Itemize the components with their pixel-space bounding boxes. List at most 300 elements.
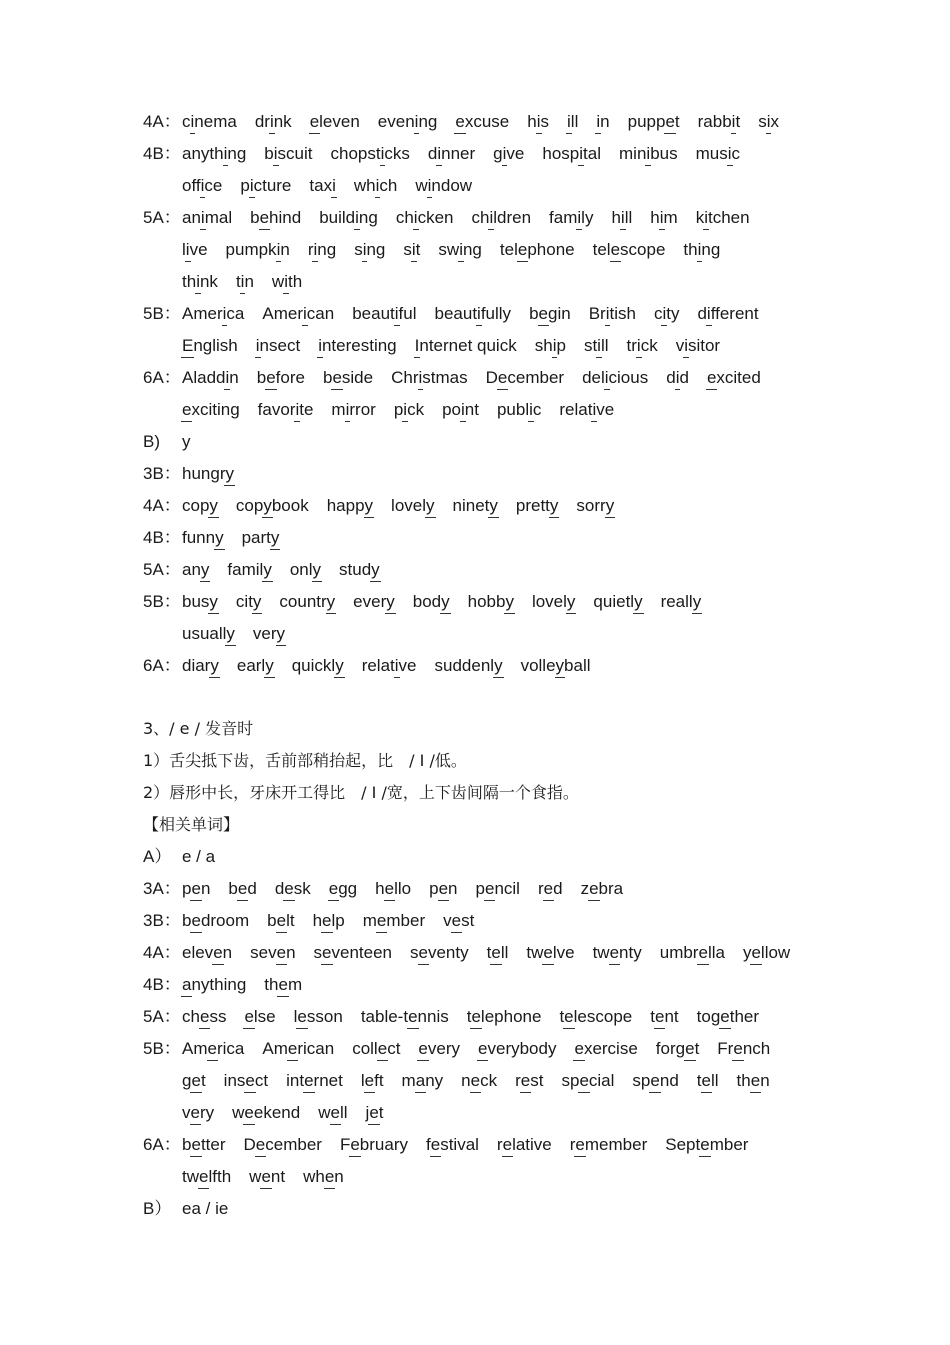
word-line bbox=[143, 1004, 823, 1036]
underlined-letter: y bbox=[226, 624, 235, 643]
word-line bbox=[143, 908, 823, 940]
underlined-letter: i bbox=[620, 208, 625, 227]
vocab-word: think bbox=[182, 272, 218, 291]
grade-label: 5B： bbox=[143, 304, 181, 323]
vocab-word: relative bbox=[361, 656, 417, 675]
vocab-word: America bbox=[182, 1039, 245, 1058]
vocab-word: hobby bbox=[467, 592, 514, 611]
vocab-word: Christmas bbox=[391, 368, 468, 387]
vocab-word: seventeen bbox=[313, 943, 392, 962]
vocab-word: suddenly bbox=[434, 656, 503, 675]
vocab-word: spend bbox=[632, 1071, 679, 1090]
vocab-word: drink bbox=[254, 112, 292, 131]
word-line bbox=[143, 205, 823, 237]
vocab-word: funny bbox=[182, 528, 224, 547]
word-line bbox=[143, 876, 823, 908]
vocab-word: minibus bbox=[619, 144, 678, 163]
document-body bbox=[143, 109, 823, 1228]
vocab-word: February bbox=[339, 1135, 408, 1154]
vocab-word: swing bbox=[438, 240, 482, 259]
vocab-word: beautifully bbox=[434, 304, 512, 323]
underlined-letter: e bbox=[213, 943, 223, 962]
vocab-word: y bbox=[182, 432, 191, 451]
vocab-word: September bbox=[665, 1135, 749, 1154]
vocab-word: eleven bbox=[309, 112, 360, 131]
underlined-letter: e bbox=[650, 1071, 660, 1090]
vocab-word: December bbox=[485, 368, 565, 387]
word-line bbox=[143, 653, 823, 685]
underlined-letter: I bbox=[414, 336, 420, 355]
vocab-word: them bbox=[264, 975, 303, 994]
vocab-word: egg bbox=[328, 879, 358, 898]
underlined-letter: y bbox=[386, 592, 395, 611]
vocab-word: left bbox=[360, 1071, 384, 1090]
vocab-word: festival bbox=[425, 1135, 479, 1154]
vocab-word: copybook bbox=[235, 496, 309, 515]
grade-label: 6A： bbox=[143, 1135, 181, 1154]
underlined-letter: i bbox=[529, 400, 533, 419]
underlined-letter: i bbox=[605, 304, 610, 323]
vocab-word: excuse bbox=[455, 112, 510, 131]
vocab-word: chess bbox=[182, 1007, 227, 1026]
underlined-letter: e bbox=[350, 1135, 360, 1154]
vocab-word: chicken bbox=[395, 208, 454, 227]
vocab-word: rest bbox=[515, 1071, 544, 1090]
vocab-word: behind bbox=[250, 208, 302, 227]
underlined-letter: i bbox=[727, 144, 732, 163]
vocab-word: exercise bbox=[574, 1039, 638, 1058]
underlined-letter: e bbox=[706, 368, 717, 387]
underlined-letter: i bbox=[704, 208, 708, 227]
vocab-word: sit bbox=[403, 240, 421, 259]
underlined-letter: i bbox=[577, 208, 582, 227]
vocab-word: telephone bbox=[499, 240, 575, 259]
underlined-letter: e bbox=[564, 1007, 574, 1026]
underlined-letter: i bbox=[414, 112, 419, 131]
vocab-word: family bbox=[227, 560, 272, 579]
underlined-letter: y bbox=[215, 528, 224, 547]
vocab-word: study bbox=[339, 560, 380, 579]
vocab-word: red bbox=[537, 879, 563, 898]
vocab-word: quickly bbox=[291, 656, 344, 675]
vocab-word: internet bbox=[286, 1071, 343, 1090]
word-line bbox=[143, 972, 823, 1004]
vocab-word: diary bbox=[182, 656, 219, 675]
vocab-word: zebra bbox=[580, 879, 624, 898]
vocab-word: telescope bbox=[592, 240, 666, 259]
underlined-letter: e bbox=[261, 1167, 271, 1186]
underlined-letter: i bbox=[394, 656, 399, 675]
underlined-letter: i bbox=[380, 144, 385, 163]
vocab-word: seventy bbox=[410, 943, 469, 962]
underlined-letter: e bbox=[418, 943, 428, 962]
underlined-letter: e bbox=[284, 879, 294, 898]
underlined-letter: e bbox=[430, 1135, 441, 1154]
vocab-word: British bbox=[588, 304, 636, 323]
underlined-letter: y bbox=[263, 496, 272, 515]
word-line bbox=[143, 1068, 823, 1100]
underlined-letter: i bbox=[731, 112, 736, 131]
vocab-word: pencil bbox=[475, 879, 520, 898]
vocab-word: pen bbox=[182, 879, 211, 898]
underlined-letter: i bbox=[437, 144, 442, 163]
vocab-word: city bbox=[653, 304, 680, 323]
vocab-word: bedroom bbox=[182, 911, 250, 930]
underlined-letter: e bbox=[266, 368, 276, 387]
vocab-word: really bbox=[660, 592, 702, 611]
vocab-word: twelfth bbox=[182, 1167, 232, 1186]
vocab-word: French bbox=[717, 1039, 771, 1058]
underlined-letter: e bbox=[733, 1039, 743, 1058]
vocab-word: usually bbox=[182, 624, 235, 643]
underlined-letter: i bbox=[190, 112, 195, 131]
underlined-letter: e bbox=[384, 879, 395, 898]
underlined-letter: e bbox=[330, 1103, 340, 1122]
vocab-word: tent bbox=[650, 1007, 679, 1026]
vocab-word: only bbox=[289, 560, 322, 579]
underlined-letter: e bbox=[191, 911, 201, 930]
vocab-word: twelve bbox=[526, 943, 575, 962]
underlined-letter: e bbox=[297, 1007, 307, 1026]
vocab-word: when bbox=[303, 1167, 344, 1186]
vocab-word: desk bbox=[274, 879, 311, 898]
underlined-letter: e bbox=[543, 943, 553, 962]
vocab-word: family bbox=[549, 208, 594, 227]
underlined-letter: e bbox=[720, 1007, 730, 1026]
vocab-word: in bbox=[596, 112, 610, 131]
word-line bbox=[143, 589, 823, 621]
underlined-letter: i bbox=[477, 304, 481, 323]
word-line bbox=[143, 1164, 823, 1196]
underlined-letter: y bbox=[225, 464, 234, 483]
underlined-letter: e bbox=[245, 1071, 255, 1090]
word-line bbox=[143, 429, 823, 461]
underlined-letter: y bbox=[489, 496, 498, 515]
vocab-word: busy bbox=[182, 592, 218, 611]
vocab-word: did bbox=[666, 368, 689, 387]
vocab-word: sing bbox=[354, 240, 386, 259]
underlined-letter: y bbox=[566, 592, 576, 611]
word-line bbox=[143, 1036, 823, 1068]
word-line bbox=[143, 1196, 823, 1228]
vocab-word: vest bbox=[443, 911, 475, 930]
word-line bbox=[143, 333, 823, 365]
grade-label: 5B： bbox=[143, 592, 181, 611]
word-line bbox=[143, 365, 823, 397]
underlined-letter: e bbox=[199, 1007, 210, 1026]
underlined-letter: e bbox=[190, 1103, 200, 1122]
underlined-letter: e bbox=[309, 112, 320, 131]
vocab-word: public bbox=[496, 400, 542, 419]
vocab-word: help bbox=[312, 911, 345, 930]
grade-label: 5B： bbox=[143, 1039, 181, 1058]
vocab-word: English bbox=[182, 336, 238, 355]
underlined-letter: e bbox=[491, 943, 501, 962]
underlined-letter: y bbox=[426, 496, 435, 515]
grade-label: 4A： bbox=[143, 943, 181, 962]
underlined-letter: i bbox=[355, 208, 359, 227]
underlined-letter: i bbox=[552, 336, 557, 355]
vocab-word: eleven bbox=[182, 943, 233, 962]
underlined-letter: i bbox=[684, 336, 688, 355]
underlined-letter: E bbox=[182, 336, 194, 355]
word-line bbox=[143, 1100, 823, 1132]
vocab-word: mirror bbox=[331, 400, 376, 419]
underlined-letter: i bbox=[394, 304, 399, 323]
vocab-word: dinner bbox=[427, 144, 476, 163]
vocab-word: exciting bbox=[182, 400, 240, 419]
vocab-word: relative bbox=[496, 1135, 552, 1154]
underlined-letter: e bbox=[478, 1039, 488, 1058]
underlined-letter: e bbox=[364, 1071, 375, 1090]
underlined-letter: y bbox=[605, 496, 615, 515]
vocab-word: cinema bbox=[182, 112, 237, 131]
vocab-word: America bbox=[182, 304, 245, 323]
underlined-letter: e bbox=[278, 975, 288, 994]
vocab-word: still bbox=[583, 336, 609, 355]
underlined-letter: i bbox=[697, 240, 702, 259]
word-line bbox=[143, 397, 823, 429]
vocab-word: any bbox=[182, 560, 210, 579]
vocab-word: trick bbox=[626, 336, 658, 355]
underlined-letter: e bbox=[575, 1135, 585, 1154]
grade-label: 6A： bbox=[143, 368, 181, 387]
underlined-letter: e bbox=[276, 911, 287, 930]
underlined-letter: i bbox=[255, 336, 260, 355]
paragraph-text: 3、/ e / 发音时 bbox=[143, 719, 254, 738]
vocab-word: ill bbox=[567, 112, 579, 131]
underlined-letter: i bbox=[461, 400, 465, 419]
underlined-letter: i bbox=[502, 144, 507, 163]
vocab-word: everybody bbox=[478, 1039, 557, 1058]
vocab-word: taxi bbox=[309, 176, 336, 195]
underlined-letter: e bbox=[377, 1039, 388, 1058]
underlined-letter: y bbox=[312, 560, 322, 579]
word-line bbox=[143, 525, 823, 557]
vocab-word: favorite bbox=[257, 400, 314, 419]
underlined-letter: i bbox=[295, 400, 300, 419]
grade-label: 4A： bbox=[143, 112, 181, 131]
underlined-letter: e bbox=[332, 368, 342, 387]
underlined-letter: i bbox=[411, 240, 416, 259]
underlined-letter: i bbox=[225, 368, 230, 387]
vocab-word: visitor bbox=[675, 336, 721, 355]
vocab-word: quietly bbox=[593, 592, 643, 611]
vocab-word: table-tennis bbox=[360, 1007, 449, 1026]
underlined-letter: e bbox=[579, 1071, 589, 1090]
underlined-letter: i bbox=[706, 304, 711, 323]
grade-label: 3B： bbox=[143, 464, 181, 483]
vocab-word: point bbox=[442, 400, 479, 419]
underlined-letter: e bbox=[324, 1167, 335, 1186]
vocab-word: office bbox=[182, 176, 223, 195]
text-line bbox=[143, 812, 823, 844]
underlined-letter: i bbox=[240, 272, 245, 291]
underlined-letter: i bbox=[200, 176, 205, 195]
underlined-letter: i bbox=[766, 112, 771, 131]
text-line bbox=[143, 748, 823, 780]
text-line bbox=[143, 780, 823, 812]
underlined-letter: e bbox=[484, 879, 495, 898]
grade-label: B） bbox=[143, 1199, 172, 1218]
underlined-letter: i bbox=[303, 304, 307, 323]
vocab-word: biscuit bbox=[264, 144, 313, 163]
underlined-letter: i bbox=[362, 240, 367, 259]
underlined-letter: e bbox=[237, 879, 248, 898]
vocab-word: American bbox=[262, 1039, 335, 1058]
underlined-letter: e bbox=[322, 911, 332, 930]
word-line bbox=[143, 301, 823, 333]
vocab-word: American bbox=[262, 304, 335, 323]
underlined-letter: e bbox=[304, 1071, 314, 1090]
underlined-letter: e bbox=[750, 1071, 761, 1090]
vocab-word: member bbox=[362, 911, 426, 930]
blank-line bbox=[143, 685, 823, 716]
underlined-letter: y bbox=[200, 560, 210, 579]
vocab-word: tin bbox=[235, 272, 254, 291]
underlined-letter: e bbox=[520, 1071, 531, 1090]
underlined-letter: i bbox=[659, 208, 664, 227]
vocab-word: country bbox=[279, 592, 336, 611]
word-line bbox=[143, 493, 823, 525]
underlined-letter: e bbox=[255, 1135, 266, 1154]
vocab-word: his bbox=[527, 112, 550, 131]
vocab-word: then bbox=[736, 1071, 770, 1090]
vocab-word: rabbit bbox=[697, 112, 741, 131]
underlined-letter: e bbox=[408, 1007, 418, 1026]
underlined-letter: y bbox=[209, 592, 218, 611]
vocab-word: which bbox=[353, 176, 398, 195]
underlined-letter: e bbox=[471, 1007, 481, 1026]
underlined-letter: y bbox=[210, 656, 219, 675]
word-line bbox=[143, 237, 823, 269]
vocab-word: hill bbox=[611, 208, 633, 227]
vocab-word: live bbox=[182, 240, 208, 259]
word-line bbox=[143, 844, 823, 876]
vocab-word: went bbox=[249, 1167, 286, 1186]
word-line bbox=[143, 621, 823, 653]
vocab-word: happy bbox=[326, 496, 374, 515]
underlined-letter: i bbox=[604, 368, 609, 387]
vocab-word: picture bbox=[240, 176, 292, 195]
vocab-word: telescope bbox=[559, 1007, 633, 1026]
vocab-word: different bbox=[697, 304, 759, 323]
underlined-letter: e bbox=[700, 1135, 710, 1154]
grade-label: A） bbox=[143, 847, 172, 866]
underlined-letter: i bbox=[567, 112, 571, 131]
underlined-letter: y bbox=[276, 624, 286, 643]
underlined-letter: i bbox=[536, 112, 541, 131]
underlined-letter: y bbox=[270, 528, 280, 547]
vocab-word: hospital bbox=[542, 144, 602, 163]
vocab-word: Internet quick bbox=[414, 336, 517, 355]
underlined-letter: i bbox=[196, 272, 200, 291]
vocab-word: twenty bbox=[592, 943, 642, 962]
vocab-word: animal bbox=[182, 208, 233, 227]
underlined-letter: e bbox=[543, 879, 554, 898]
underlined-letter: y bbox=[265, 656, 274, 675]
underlined-letter: i bbox=[427, 176, 432, 195]
vocab-word: party bbox=[241, 528, 280, 547]
grade-label: 5A： bbox=[143, 208, 181, 227]
vocab-word: yellow bbox=[742, 943, 791, 962]
vocab-word: chopsticks bbox=[330, 144, 410, 163]
word-line bbox=[143, 940, 823, 972]
underlined-letter: i bbox=[579, 144, 584, 163]
underlined-letter: i bbox=[375, 176, 380, 195]
underlined-letter: e bbox=[376, 911, 387, 930]
grade-label: 4B： bbox=[143, 975, 181, 994]
vocab-word: before bbox=[256, 368, 305, 387]
underlined-letter: i bbox=[223, 144, 228, 163]
underlined-letter: i bbox=[185, 240, 190, 259]
underlined-letter: e bbox=[328, 879, 339, 898]
underlined-letter: y bbox=[494, 656, 503, 675]
vocab-word: together bbox=[696, 1007, 760, 1026]
grade-label: 3A： bbox=[143, 879, 181, 898]
vocab-word: remember bbox=[569, 1135, 648, 1154]
underlined-letter: i bbox=[249, 176, 254, 195]
vocab-word: get bbox=[182, 1071, 206, 1090]
underlined-letter: e bbox=[538, 304, 548, 323]
vocab-word: special bbox=[561, 1071, 615, 1090]
underlined-letter: e bbox=[654, 1007, 665, 1026]
grade-label: 4A： bbox=[143, 496, 181, 515]
underlined-letter: i bbox=[596, 112, 601, 131]
vocab-word: bed bbox=[228, 879, 257, 898]
vocab-word: every bbox=[353, 592, 395, 611]
vocab-word: every bbox=[418, 1039, 461, 1058]
paragraph-text: 1）舌尖抵下齿，舌前部稍抬起，比 / I /低。 bbox=[143, 751, 467, 770]
underlined-letter: e bbox=[182, 400, 192, 419]
underlined-letter: i bbox=[284, 272, 288, 291]
underlined-letter: i bbox=[636, 336, 641, 355]
underlined-letter: a bbox=[415, 1071, 426, 1090]
underlined-letter: i bbox=[413, 208, 418, 227]
underlined-letter: y bbox=[505, 592, 514, 611]
underlined-letter: i bbox=[489, 208, 494, 227]
vocab-word: seven bbox=[250, 943, 296, 962]
vocab-word: window bbox=[415, 176, 473, 195]
underlined-letter: i bbox=[662, 304, 667, 323]
vocab-word: beside bbox=[322, 368, 374, 387]
vocab-word: forget bbox=[655, 1039, 700, 1058]
underlined-letter: e bbox=[418, 1039, 428, 1058]
underlined-letter: i bbox=[273, 144, 278, 163]
underlined-letter: i bbox=[592, 400, 597, 419]
underlined-letter: e bbox=[199, 1167, 209, 1186]
underlined-letter: e bbox=[751, 943, 761, 962]
text-line bbox=[143, 716, 823, 748]
underlined-letter: i bbox=[597, 336, 601, 355]
vocab-word: else bbox=[244, 1007, 276, 1026]
underlined-letter: e bbox=[276, 943, 287, 962]
underlined-letter: e bbox=[191, 879, 201, 898]
underlined-letter: a bbox=[182, 975, 192, 994]
underlined-letter: y bbox=[364, 496, 374, 515]
underlined-letter: e bbox=[701, 1071, 711, 1090]
underlined-letter: e bbox=[574, 1039, 584, 1058]
vocab-word: evening bbox=[377, 112, 438, 131]
grade-label: B) bbox=[143, 432, 160, 451]
underlined-letter: y bbox=[326, 592, 336, 611]
word-line bbox=[143, 557, 823, 589]
underlined-letter: y bbox=[549, 496, 559, 515]
vocab-word: children bbox=[471, 208, 532, 227]
grade-label: 4B： bbox=[143, 144, 181, 163]
vocab-word: lesson bbox=[293, 1007, 343, 1026]
underlined-letter: e bbox=[517, 240, 528, 259]
